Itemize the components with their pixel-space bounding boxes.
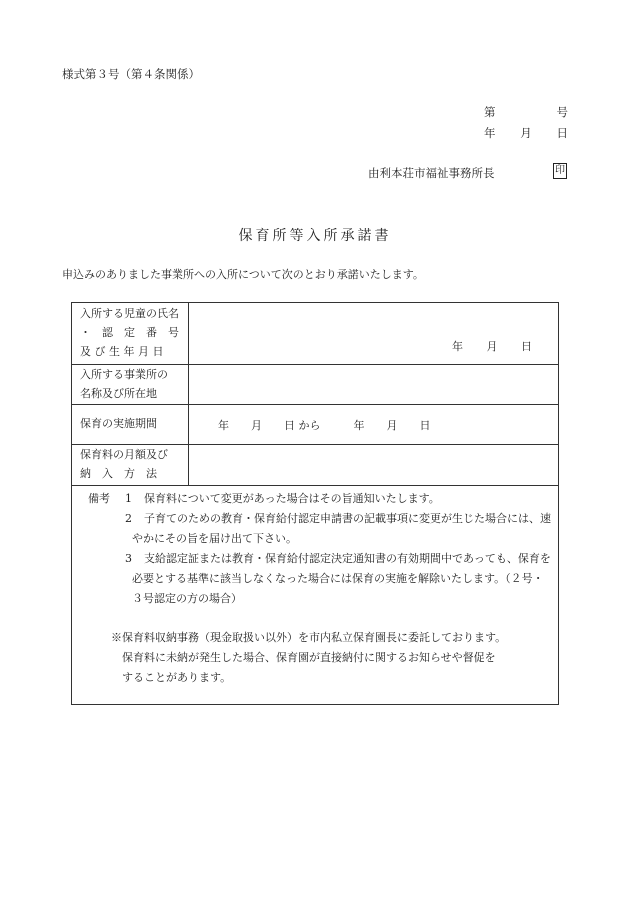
label-line: ・ 認 定 番 号 <box>80 326 179 339</box>
issuer-name: 由利本荘市福祉事務所長 <box>368 166 495 180</box>
note-text: 支給認定証または教育・保育給付認定決定通知書の有効期間中であっても、保育を <box>144 552 551 565</box>
notes-heading: 備考 <box>88 492 110 505</box>
fee-label <box>80 445 168 483</box>
label-line: 及 び 生 年 月 日 <box>80 345 164 358</box>
seal-stamp: 印 <box>553 163 567 179</box>
note-number: 3 <box>125 552 132 565</box>
table-row-divider <box>72 485 558 486</box>
care-period-value: 年 月 日 から 年 月 日 <box>218 419 431 432</box>
collection-notice-line: することがあります。 <box>122 671 232 684</box>
note-text: 必要とする基準に該当しなくなった場合には保育の実施を解除いたします。（２号・ <box>132 572 544 585</box>
issue-date-year: 年 <box>484 126 496 140</box>
label-line: 入所する児童の氏名 <box>80 307 179 320</box>
note-text: やかにその旨を届け出て下さい。 <box>132 532 297 545</box>
child-info-label <box>80 304 184 361</box>
issue-number-suffix: 号 <box>556 105 568 119</box>
document-title: 保育所等入所承諾書 <box>238 228 392 244</box>
label-line: 入所する事業所の <box>80 368 168 381</box>
note-number: 1 <box>125 492 132 505</box>
birth-date <box>452 338 532 354</box>
collection-notice-line: 保育料に未納が発生した場合、保育園が直接納付に関するお知らせや督促を <box>122 651 496 664</box>
approval-table <box>71 302 559 705</box>
label-line: 保育の実施期間 <box>80 417 157 430</box>
table-column-divider <box>188 303 189 485</box>
birth-year: 年 <box>452 340 463 353</box>
intro-text: 申込みのありました事業所への入所について次のとおり承諾いたします。 <box>62 268 424 281</box>
note-text: 保育料について変更があった場合はその旨通知いたします。 <box>144 492 440 505</box>
form-number: 様式第３号（第４条関係） <box>62 67 200 81</box>
issue-date <box>484 125 568 141</box>
label-line: 名称及び所在地 <box>80 387 157 400</box>
note-text: 子育てのための教育・保育給付認定申請書の記載事項に変更が生じた場合には、速 <box>144 512 551 525</box>
label-line: 保育料の月額及び <box>80 448 168 461</box>
facility-label <box>80 365 168 403</box>
issue-date-month: 月 <box>520 126 532 140</box>
label-line: 納 入 方 法 <box>80 467 157 480</box>
issue-date-day: 日 <box>556 126 568 140</box>
issue-number-prefix: 第 <box>484 105 496 119</box>
note-text: ３号認定の方の場合） <box>132 592 242 605</box>
note-number: 2 <box>125 512 132 525</box>
table-row-divider <box>72 404 558 405</box>
issue-number <box>484 104 568 120</box>
birth-month: 月 <box>486 340 498 353</box>
collection-notice-line: ※保育料収納事務（現金取扱い以外）を市内私立保育園長に委託しております。 <box>111 631 507 644</box>
care-period-label <box>80 414 157 433</box>
birth-day: 日 <box>521 340 532 353</box>
